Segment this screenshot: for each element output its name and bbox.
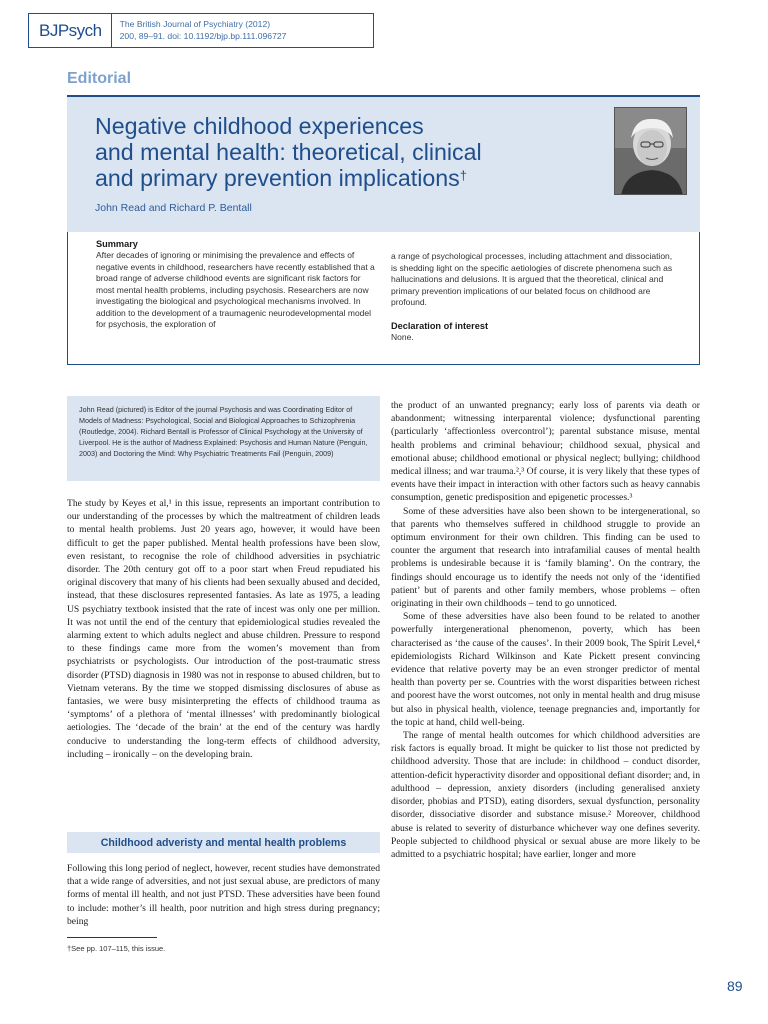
body-paragraph: The range of mental health outcomes for which childhood adversities are risk factors is equally broad. It might be quicker to list those not predicted by childhood adversity. Those that are include: in childhood – conduct disorder, attention-deficit hyperactivity disorder and oppositional defiant disorder; and, in adulthood – depression, anxiety disorders (including generalised anxiety disorder, phobias and PTSD), eating disorders, sexual dysfunction, personality disorder, dissociative disorder and substance misuse.² Moreover, childhood abuse is related to severity of disturbance whichever way one defines severity. People subjected to childhood physical or sexual abuse are more likely to be admitted to a psychiatric hospital; have earlier, longer and more xyxy=(391,730,700,860)
body-paragraph: Some of these adversities have also been shown to be intergenerational, so that parents who themselves suffered in childhood struggle to provide an optimum environment for their own children. This finding can be used to counter the argument that research into intrafamilial causes of mental health problems is undesirable because it is ‘family blaming’. On the contrary, the findings should encourage us to identify the needs not only of the ‘identified patient’ but of parents and other family members, whose problems – often originating in their own childhoods – tend to go unnoticed. xyxy=(391,505,700,610)
citation xyxy=(112,19,287,42)
page-number: 89 xyxy=(727,978,743,994)
section-label: Editorial xyxy=(67,70,132,87)
body-paragraph: Some of these adversities have also been found to be related to another powerfully intergenerational phenomenon, poverty, which has been characterised as ‘the cause of the causes’. In their 2009 book, The Spirit Level,⁴ epidemiologists Richard Wilkinson and Kate Pickett present convincing evidence that relative poverty may be an even stronger predictor of mental health than poverty per se. Countries with the worst disparities between richest and poorest have the worst outcomes, not only in mental health and drug misuse but also in physical health, violence, teenage pregnancies and, importantly for the topic at hand, child well-being. xyxy=(391,611,700,728)
title-line-2: and mental health: theoretical, clinical xyxy=(95,139,482,165)
author-bio-text: John Read (pictured) is Editor of the journal Psychosis and was Coordinating Editor of Models of Madness: Psychological, Social and Biological Approaches to Schizophrenia (Routledge, 2004). Richard Bentall is Professor of Clinical Psychology at the University of Liverpool. He is the author of Madness Explained: Psychosis and Human Nature (Penguin, 2003) and Doctoring the Mind: Why Psychiatric Treatments Fail (Penguin, 2009) xyxy=(79,405,368,458)
summary-text-left: After decades of ignoring or minimising the prevalence and effects of negative events in childhood, researchers have recently established that a broad range of adverse childhood events are significant risk factors for most mental health problems, including psychosis. Researchers are now investigating the biological and psychological mechanisms involved. In addition to the development of a traumagenic neurodevelopmental model for psychosis, the exploration of xyxy=(96,250,375,329)
author-photo xyxy=(614,107,687,195)
article-title xyxy=(95,113,575,191)
body-right-column xyxy=(391,399,700,861)
footnote-rule xyxy=(67,937,157,938)
body-paragraph: Following this long period of neglect, however, recent studies have demonstrated that a wide range of adversities, and not just sexual abuse, are predictors of many forms of mental ill health, and not just PTSD. These adversities have been found to include: mother’s ill health, poor nutrition and high stress during pregnancy; being xyxy=(67,863,380,927)
title-panel xyxy=(67,95,700,232)
doi-line: 200, 89–91. doi: 10.1192/bjp.bp.111.096727 xyxy=(119,30,287,41)
summary-box xyxy=(67,232,700,365)
summary-heading: Summary xyxy=(96,239,138,249)
journal-line: The British Journal of Psychiatry (2012) xyxy=(119,19,271,29)
body-left-column-lower xyxy=(67,862,380,928)
summary-text-right: a range of psychological processes, including attachment and dissociation, is shedding light on the specific aetiologies of discrete phenomena such as hallucinations and delusions. It is argued that the theoretical, clinical and primary prevention implications of our belated focus on childhood are profound. xyxy=(391,251,673,307)
authors: John Read and Richard P. Bentall xyxy=(95,202,252,214)
title-line-1: Negative childhood experiences xyxy=(95,113,424,139)
journal-logo: BJPsych xyxy=(39,20,102,40)
body-paragraph: the product of an unwanted pregnancy; early loss of parents via death or abandonment; witnessing interparental violence; dysfunctional parenting (particularly ‘affectionless overcontrol’); parental substance misuse, mental health problems and criminal behaviour; childhood sexual, physical and emotional abuse; childhood emotional or physical neglect; bullying; childhood medical illness; and war trauma.²,³ Of course, it is very likely that these types of events have their impact in interaction with other factors such as heavy cannabis consumption, genetic predisposition and epigenetic processes.³ xyxy=(391,400,700,504)
journal-header xyxy=(28,13,374,48)
title-footnote-mark: † xyxy=(459,168,467,183)
declaration-heading: Declaration of interest xyxy=(391,320,489,331)
author-bio-box xyxy=(67,396,380,481)
body-paragraph: The study by Keyes et al,¹ in this issue, represents an important contribution to our understanding of the processes by which the maltreatment of children leads to mental health problems. Just 20 years ago, however, it would have been difficult to get the paper published. Mental health professions have been slow, even resistant, to recognise the role of childhood adversities in psychiatric disorder. The 20th century got off to a poor start when Freud repudiated his original discovery that many of his clients had been sexually abused and decided, instead, that these disclosures represented fantasies. As late as 1975, a leading US psychiatry textbook insisted that the rate of incest was only one per million. It was not until the end of the century that epidemiological studies revealed the alarming extent to which adults neglect and abuse children. Pressure to respond to these findings came more from the women’s movement than from psychiatrists or psychologists. Our introduction of the post-traumatic stress disorder (PTSD) diagnosis in 1980 was not in response to abused children, but to Vietnam veterans. By the time we stopped dismissing disclosures of abuse as fantasies, we were busy misinterpreting the effects of childhood trauma as ‘symptoms’ of a plethora of ‘mental illnesses’ with predominantly biological aetiologies. The ‘decade of the brain’ at the end of the century was hardly conducive to understanding the long-term effects of childhood adversity, including – ironically – on the developing brain. xyxy=(67,498,380,760)
summary-left-column xyxy=(96,239,376,331)
author-photo-image xyxy=(615,108,687,195)
footnote: †See pp. 107–115, this issue. xyxy=(67,944,166,953)
subheading-box xyxy=(67,832,380,853)
declaration-text: None. xyxy=(391,331,414,342)
subheading: Childhood adveristy and mental health problems xyxy=(100,836,347,849)
title-line-3: and primary prevention implications xyxy=(95,165,460,191)
summary-right-column xyxy=(391,251,676,343)
body-left-column xyxy=(67,497,380,761)
